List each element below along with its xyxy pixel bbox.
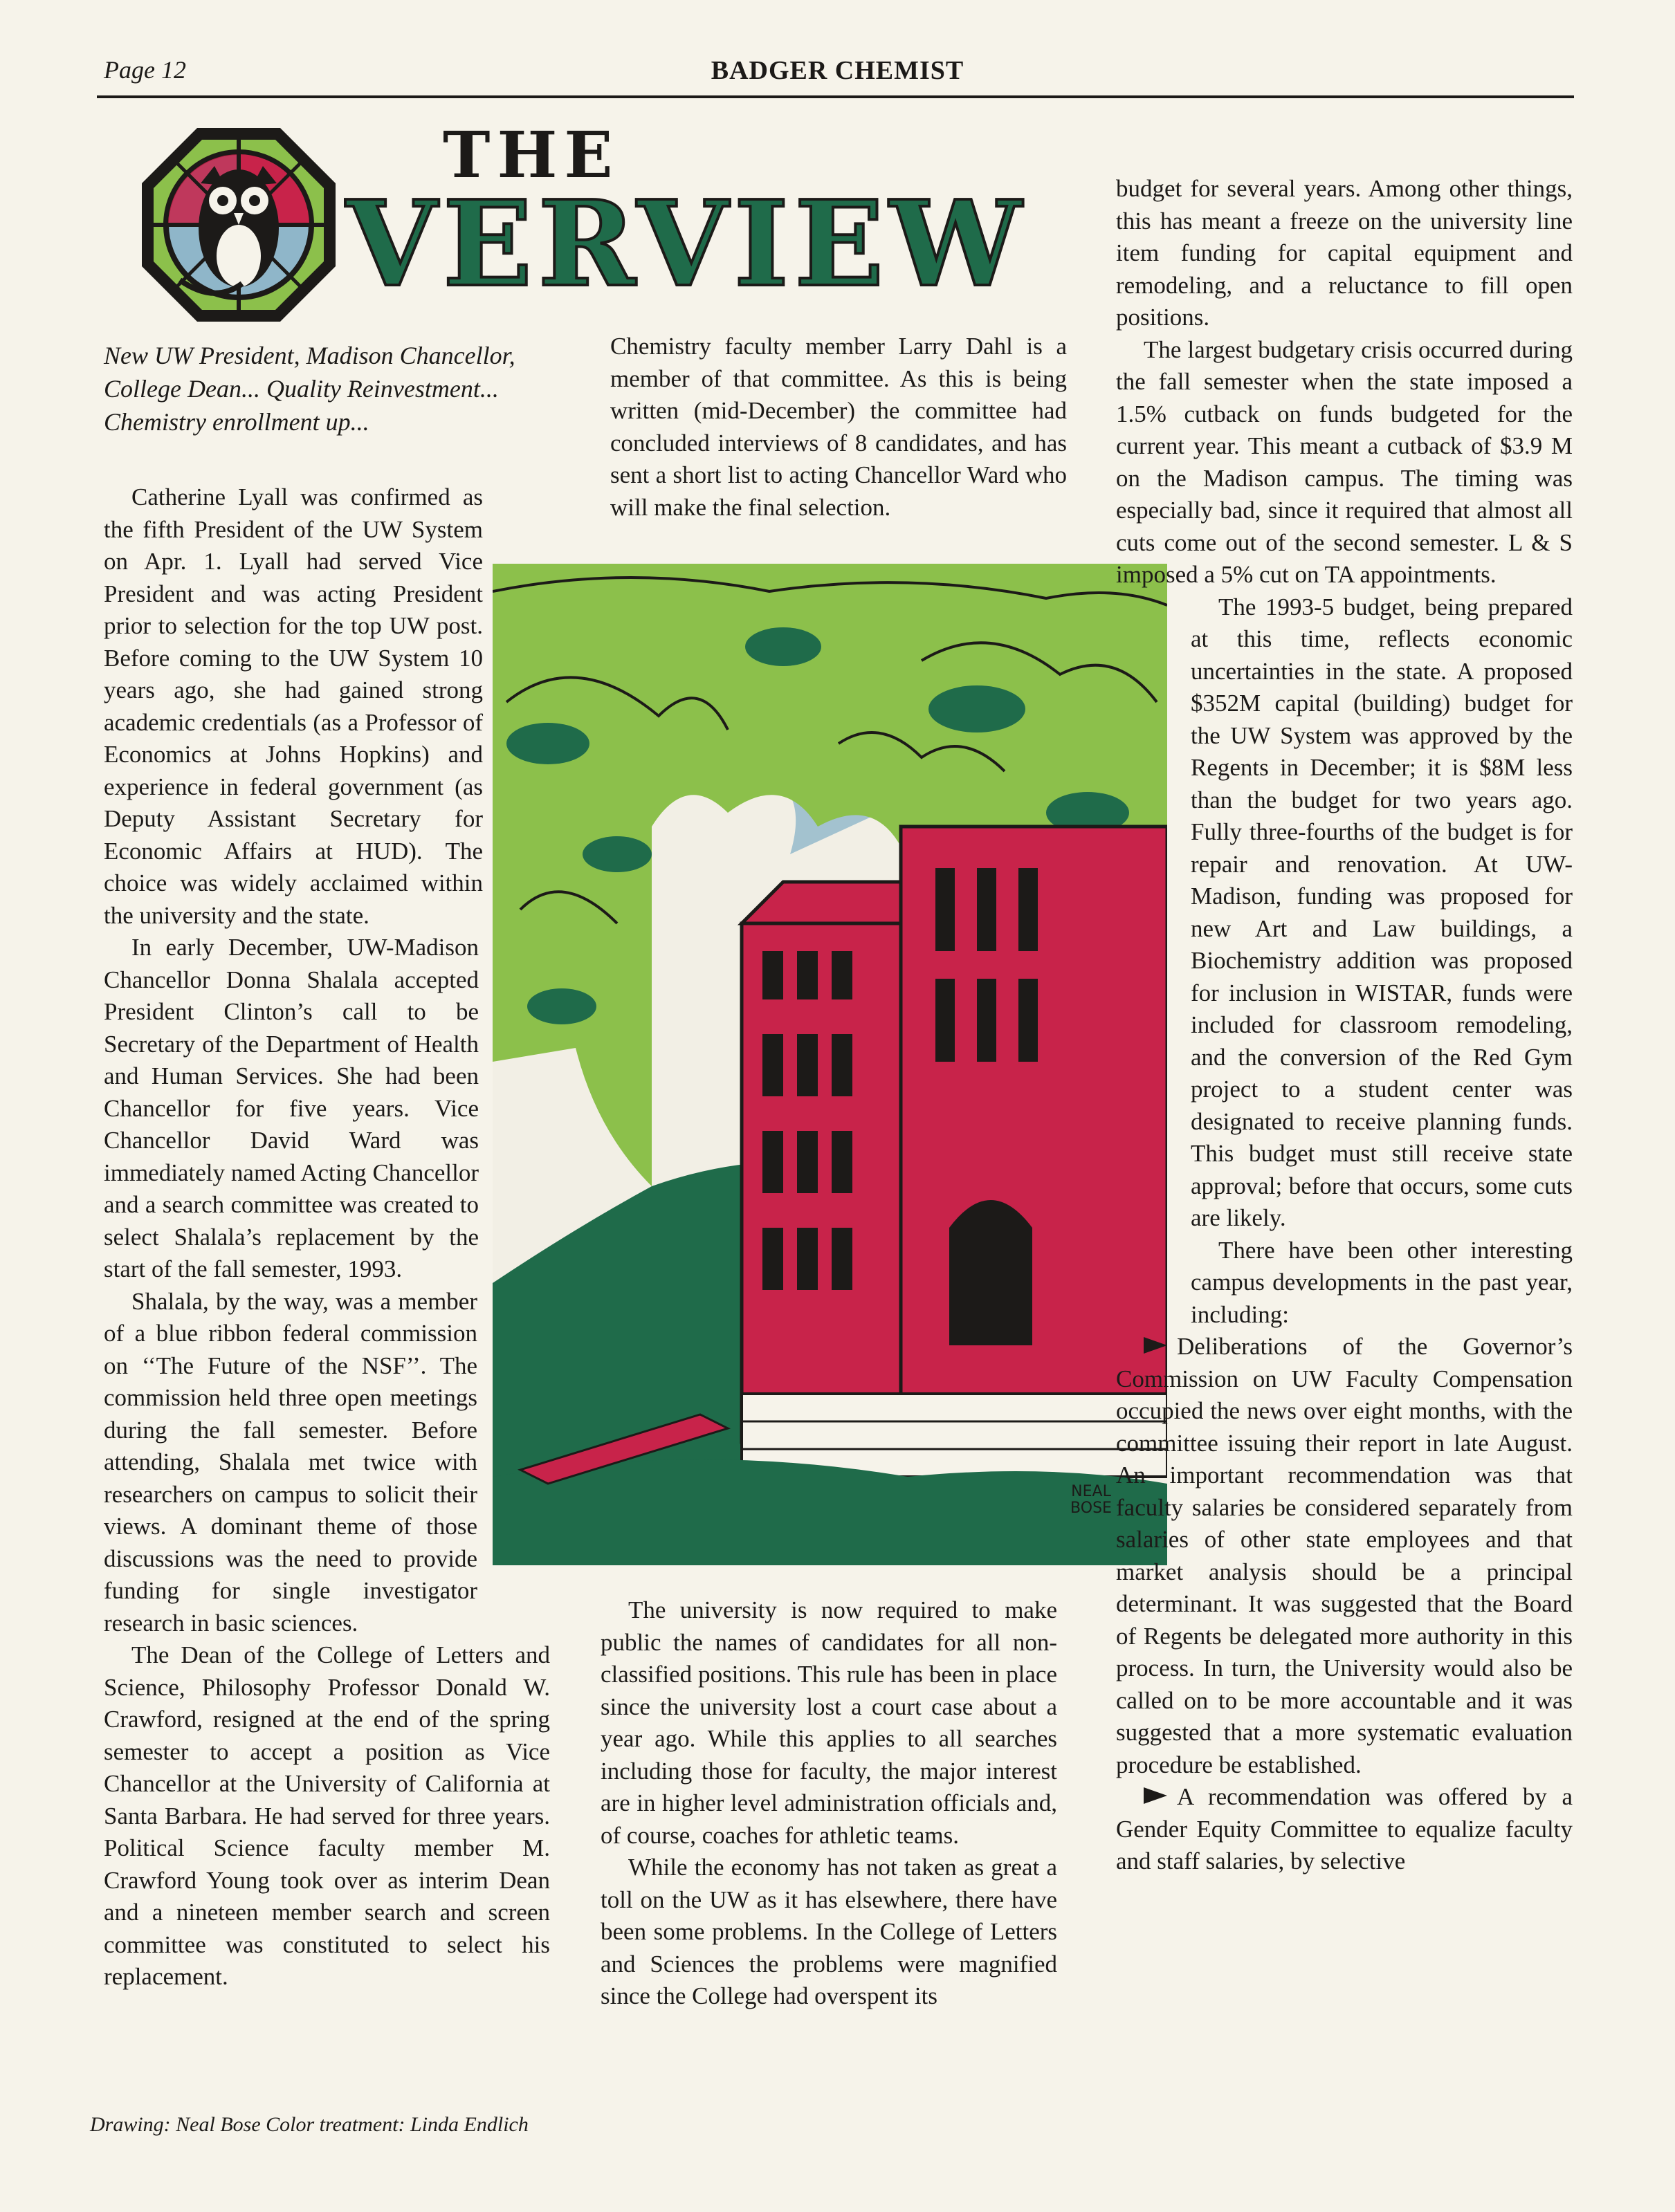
bullet-item xyxy=(1116,1781,1573,1878)
masthead xyxy=(138,118,1065,318)
arrow-bullet-icon xyxy=(1144,1337,1167,1354)
owl-logo-icon xyxy=(138,125,339,325)
article-paragraph: budget for several years. Among other things, this has meant a freeze on the university line item funding for capital equipment and remodeling, and a reluctance to fill open positions. xyxy=(1116,175,1573,331)
bullet-text: Deliberations of the Governor’s Commission on UW Faculty Compensation occupied the news over eight months, with the committee issuing their report in late August. An important recommendation was that faculty salaries be considered separately from salaries of other state employees and that market analysis should be a principal determinant. It was suggested that the Board of Regents be delegated more authority in this process. In turn, the University would also be called on to be more accountable and it was suggested that a more systematic evaluation procedure be established. xyxy=(1116,1333,1573,1778)
column-1 xyxy=(104,339,558,1993)
arrow-bullet-icon xyxy=(1144,1787,1167,1804)
article-paragraph: The Dean of the College of Letters and Science, Philosophy Professor Donald W. Crawford, resigned at the end of the spring semester to accept a position as Vice Chancellor at the University of California at Santa Barbara. He had served for three years. Political Science faculty member M. Crawford Young took over as interim Dean and a nineteen member search and screen committee was constituted to select his replacement. xyxy=(104,1641,550,1990)
header-rule xyxy=(97,95,1574,98)
article-paragraph: There have been other interesting campus developments in the past year, including: xyxy=(1191,1236,1573,1328)
bullet-item xyxy=(1116,1331,1573,1781)
article-paragraph: Shalala, by the way, was a member of a blue ribbon federal commission on ‘‘The Future of the NSF’’. The commission held three open meetings during the fall semester. Before attending, Shalala met twice with researchers on campus to solicit their views. A dominant theme of those discussions was the need to provide funding for single investigator research in basic sciences. xyxy=(104,1287,477,1637)
article-paragraph: Chemistry faculty member Larry Dahl is a member of that committee. As this is being written (mid-December) the committee had concluded interviews of 8 candidates, and has sent a short list to acting Chancellor Ward who will make the final selection. xyxy=(610,333,1067,521)
column-2-top xyxy=(610,331,1067,524)
publication-title: BADGER CHEMIST xyxy=(711,56,964,85)
article-paragraph: The university is now required to make public the names of candidates for all non-classified positions. This rule has been in place since the university lost a court case about a year ago. While this applies to all searches including those for faculty, the major interest are in higher level administration officials and, of course, coaches for athletic teams. xyxy=(601,1596,1057,1849)
building-illustration xyxy=(493,564,1167,1565)
masthead-the: THE xyxy=(443,118,620,192)
masthead-overview: VERVIEW xyxy=(346,175,1027,313)
artist-signature: NEAL BOSE xyxy=(1070,1483,1112,1517)
bullet-text: A recommendation was offered by a Gender Equity Committee to equalize faculty and staff salaries, by selective xyxy=(1116,1783,1573,1874)
illustration-credit: Drawing: Neal Bose Color treatment: Linda Endlich xyxy=(90,2113,529,2136)
deck-text: New UW President, Madison Chancellor, College Dean... Quality Reinvestment... Chemistry enrollment up... xyxy=(104,342,515,436)
article-paragraph: The 1993-5 budget, being prepared at this time, reflects economic uncertainties in the state. A proposed $352M capital (building) budget for the UW System was approved by the Regents in December; it is $8M less than the budget for two years ago. Fully three-fourths of the budget is for repair and renovation. At UW- Madison, funding was proposed for new Art and Law buildings, a Biochemistry addition was proposed for inclusion in WISTAR, funds were included for classroom remodeling, and the conversion of the Red Gym project to a student center was designated to receive planning funds. This budget must still receive state approval; before that occurs, some cuts are likely. xyxy=(1191,593,1573,1231)
column-2-bottom xyxy=(601,1594,1057,2013)
column-3 xyxy=(1116,173,1573,1878)
article-paragraph: In early December, UW-Madison Chancellor Donna Shalala accepted President Clinton’s call to be Secretary of the Department of Health and Human Services. She had been Chancellor for five years. Vice Chancellor David Ward was immediately named Acting Chancellor and a search committee was created to select Shalala’s replacement by the start of the fall semester, 1993. xyxy=(104,934,479,1282)
page-number: Page 12 xyxy=(104,56,186,84)
bascom-hall-drawing xyxy=(493,564,1167,1565)
article-paragraph: The largest budgetary crisis occurred during the fall semester when the state imposed a 1.5% cutback on funds budgeted for the current year. This meant a cutback of $3.9 M on the Madison campus. The timing was especially bad, since it required that almost all cuts come out of the second semester. L & S imposed a 5% cut on TA appointments. xyxy=(1116,335,1573,588)
article-paragraph: Catherine Lyall was confirmed as the fifth President of the UW System on Apr. 1. Lyall had served Vice President and was acting President prior to selection for the top UW post. Before coming to the UW System 10 years ago, she had gained strong academic credentials (as a Professor of Economics at Johns Hopkins) and experience in federal government (as Deputy Assistant Secretary for Economic Affairs at HUD). The choice was widely acclaimed within the university and the state. xyxy=(104,483,483,929)
article-paragraph: While the economy has not taken as great a toll on the UW as it has elsewhere, there have been some problems. In the College of Letters and Sciences the problems were magnified since the College had overspent its xyxy=(601,1854,1057,2009)
